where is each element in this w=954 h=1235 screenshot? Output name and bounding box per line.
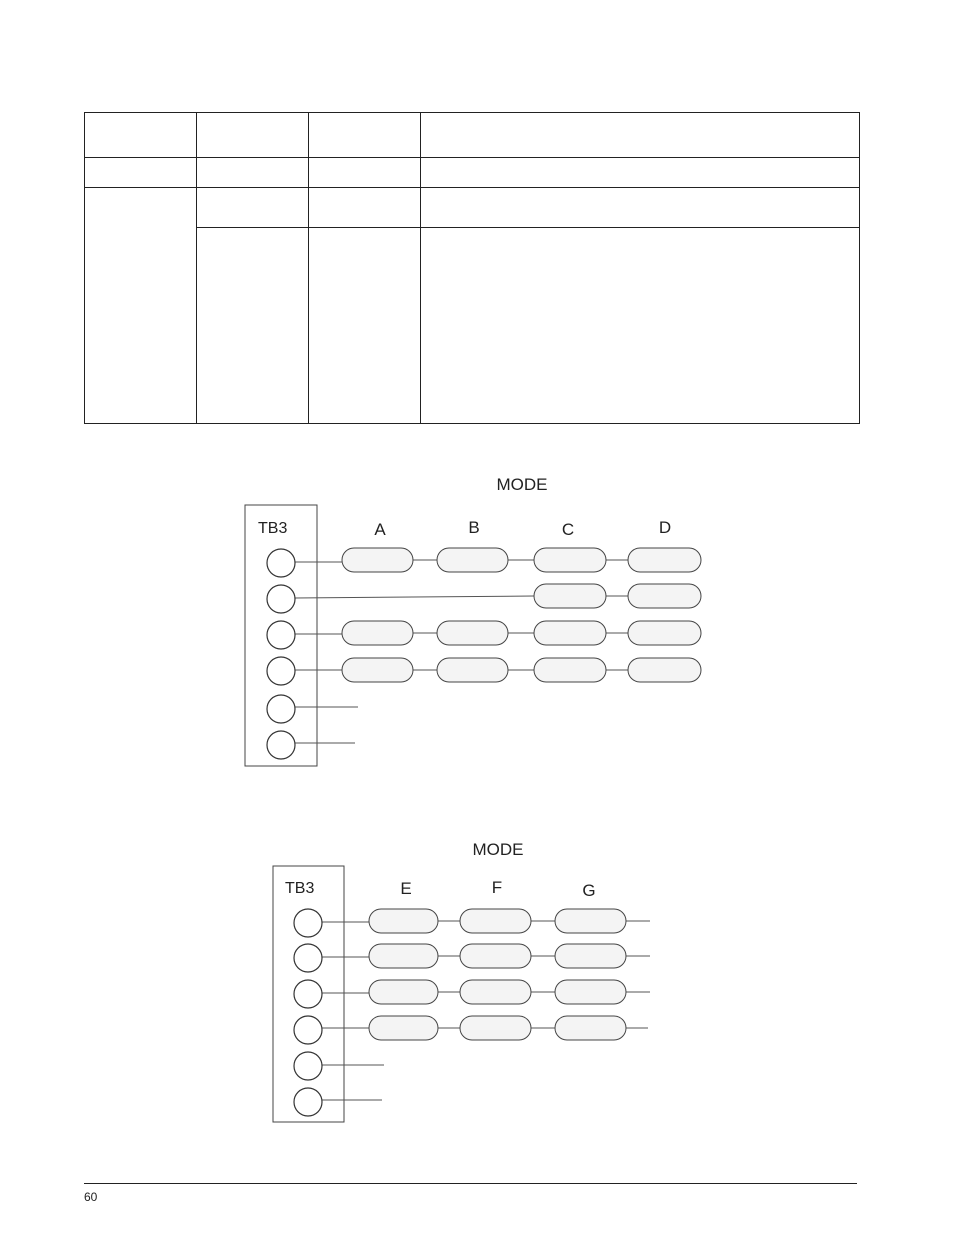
mode-label-b: B — [468, 518, 480, 537]
table-cell — [309, 158, 421, 188]
mode-label-d: D — [658, 518, 672, 537]
table-cell — [421, 228, 860, 424]
table-row — [85, 228, 860, 424]
mode-label-c: C — [561, 520, 575, 539]
footer-rule — [84, 1183, 857, 1184]
wiring-diagram-efg — [0, 825, 954, 1135]
table-cell — [197, 188, 309, 228]
terminal-block-label: TB3 — [285, 880, 315, 897]
table-cell — [309, 188, 421, 228]
table-cell — [197, 228, 309, 424]
mode-label-a: A — [374, 520, 386, 539]
terminal-circles — [267, 549, 295, 759]
table-cell — [85, 188, 197, 424]
table-cell — [421, 113, 860, 158]
table-cell — [421, 158, 860, 188]
terminal-block-label: TB3 — [258, 520, 288, 537]
table-row — [85, 188, 860, 228]
wiring-diagram-abcd — [0, 460, 954, 780]
switch-pills — [369, 909, 626, 1040]
table-header-row — [85, 113, 860, 158]
table-cell — [85, 158, 197, 188]
table-row — [85, 158, 860, 188]
table-cell — [309, 113, 421, 158]
table-cell — [85, 113, 197, 158]
page-number: 60 — [84, 1190, 98, 1204]
table-cell — [197, 113, 309, 158]
table-cell — [309, 228, 421, 424]
switch-pills — [342, 548, 701, 682]
empty-table — [84, 112, 860, 424]
table-cell — [421, 188, 860, 228]
mode-label-g: G — [582, 881, 596, 900]
table-cell — [197, 158, 309, 188]
mode-label-f: F — [491, 878, 503, 897]
diagram-title: MODE — [472, 840, 524, 859]
diagram-title: MODE — [496, 475, 548, 494]
mode-label-e: E — [400, 879, 412, 898]
terminal-circles — [294, 909, 322, 1116]
